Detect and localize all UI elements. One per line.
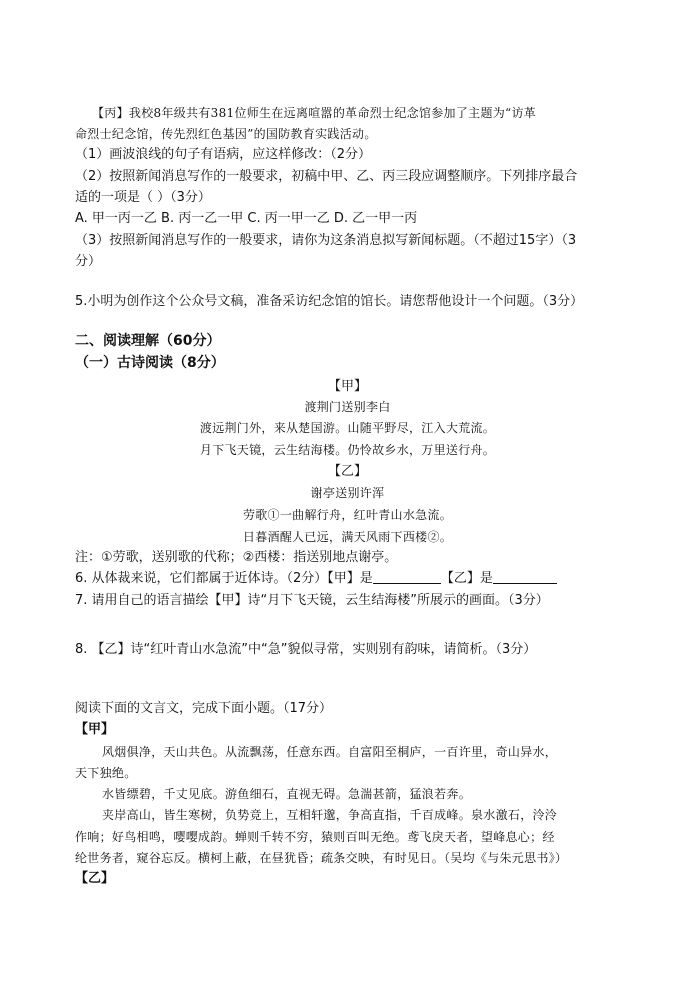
poem-yi-label: 【乙】 [327,464,367,479]
note-1-marker: ① [267,508,280,522]
poem-yi-line1 [0,505,695,525]
question-7: 7. 请用自己的语言描绘【甲】诗“月下飞天镜，云生结海楼”所展示的画面。（3分） [75,593,549,608]
classical-line-3: 水皆缥碧，千丈见底。游鱼细石，直视无碍。急湍甚箭，猛浪若奔。 [102,787,472,801]
section-two-title: 二、阅读理解（60分） [75,333,221,349]
poem-jia-title: 渡荆门送别李白 [304,400,391,414]
classical-line-4: 夹岸高山，皆生寒树，负势竞上，互相轩邈，争高直指，千百成峰。泉水激石，泠泠 [102,808,558,822]
classical-yi-label: 【乙】 [75,871,115,886]
classical-intro: 阅读下面的文言文，完成下面小题。（17分） [75,701,333,716]
poem-yi-line2-start: 日暮酒醒人已远，满天风雨下西楼 [242,530,428,544]
poem-jia-line1: 渡远荆门外，来从楚国游。山随平野尽，江入大荒流。 [199,421,496,435]
question-4-2: （2）按照新闻消息写作的一般要求，初稿中甲、乙、丙三段应调整顺序。下列排序最合 [75,169,578,184]
question-8: 8. 【乙】诗“红叶青山水急流”中“急”貌似寻常，实则别有韵味，请简析。（3分） [75,642,537,657]
classical-line-2: 天下独绝。 [75,766,137,780]
poem-yi-line2 [0,527,695,547]
classical-line-5: 作响；好鸟相鸣，嘤嘤成韵。蝉则千转不穷，猿则百叫无绝。鸢飞戾天者，望峰息心；经 [75,830,555,844]
classical-line-6: 纶世务者，窥谷忘反。横柯上蔽，在昼犹昏；疏条交映，有时见日。（吴均《与朱元思书》） [75,851,568,865]
classical-line-1: 风烟俱净，天山共色。从流飘荡，任意东西。自富阳至桐庐，一百许里，奇山异水， [102,745,558,759]
classical-jia-label: 【甲】 [75,722,115,737]
question-4-2-options: A. 甲一丙一乙 B. 丙一乙一甲 C. 丙一甲一乙 D. 乙一甲一丙 [75,211,418,226]
question-6-text-b: 【乙】是 [440,571,493,586]
section-bing-line1: 【丙】我校8年级共有381位师生在远离喧嚣的革命烈士纪念馆参加了主题为“访革 [92,106,537,120]
poem-notes: 注：①劳歌，送别歌的代称；②西楼：指送别地点谢亭。 [75,550,398,565]
poem-yi-line1-end: 一曲解行舟，红叶青山水急流。 [279,508,453,522]
answer-blank-jia[interactable] [373,569,441,584]
answer-blank-yi[interactable] [493,569,557,584]
note-2-marker: ② [427,530,440,544]
poem-jia-label: 【甲】 [327,379,367,394]
question-4-2-cont: 适的一项是（ ）（3分） [75,190,211,205]
question-4-3-cont: 分） [75,254,102,269]
subsection-one-title: （一）古诗阅读（8分） [75,355,225,371]
question-4-3: （3）按照新闻消息写作的一般要求，请你为这条消息拟写新闻标题。（不超过15字）（3 [75,233,577,248]
question-6-text-a: 6. 从体裁来说，它们都属于近体诗。（2分）【甲】是 [75,571,373,586]
question-5: 5.小明为创作这个公众号文稿，准备采访纪念馆的馆长。请您帮他设计一个问题。（3分） [75,294,584,309]
question-6 [75,569,557,589]
poem-yi-line1-start: 劳歌 [242,508,268,522]
question-4-1: （1）画波浪线的句子有语病，应这样修改：（2分） [75,147,372,162]
section-bing-line2: 命烈士纪念馆，传先烈红色基因”的国防教育实践活动。 [75,127,377,141]
poem-yi-line2-end: 。 [439,530,453,544]
poem-yi-title: 谢亭送别许浑 [310,486,385,500]
poem-jia-line2: 月下飞天镜，云生结海楼。仍怜故乡水，万里送行舟。 [199,443,496,457]
